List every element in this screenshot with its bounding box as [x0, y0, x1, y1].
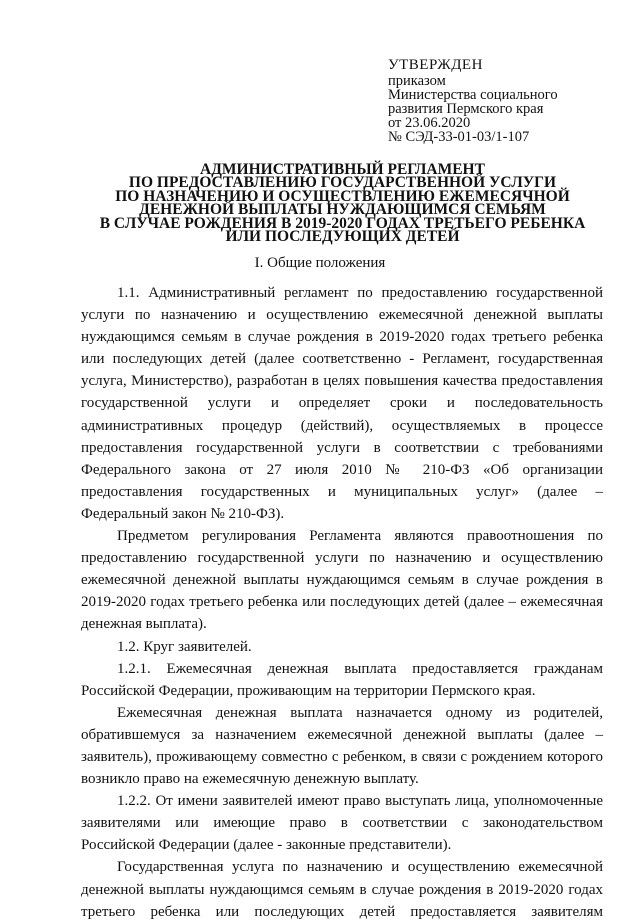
section-heading: I. Общие положения [254, 255, 386, 271]
approval-line: развития Пермского края [388, 101, 544, 117]
approval-line: № СЭД-33-01-03/1-107 [388, 129, 530, 145]
paragraph: 1.2.1. Ежемесячная денежная выплата предоставляется гражданам Российской Федерации, проживающим на территории Пермского края. [81, 660, 603, 699]
document-title [70, 161, 615, 246]
title-line: ИЛИ ПОСЛЕДУЮЩИХ ДЕТЕЙ [225, 228, 460, 246]
title-line: ПО ПРЕДОСТАВЛЕНИЮ ГОСУДАРСТВЕННОЙ УСЛУГИ [128, 174, 557, 192]
title-line: АДМИНИСТРАТИВНЫЙ РЕГЛАМЕНТ [200, 161, 485, 178]
paragraph: 1.2.2. От имени заявителей имеют право выступать лица, уполномоченные заявителями или имеющие право в соответствии с законодательством Российской Федерации (далее - законные представители). [81, 793, 603, 854]
title-line: ПО НАЗНАЧЕНИЮ И ОСУЩЕСТВЛЕНИЮ ЕЖЕМЕСЯЧНОЙ [115, 187, 570, 205]
approval-line: приказом [388, 73, 446, 89]
paragraph: 1.1. Административный регламент по предоставлению государственной услуги по назначению и осуществлению ежемесячной денежной выплаты нуждающимся семьям в случае рождения в 2019-2020 годах третьего ребенка или последующих детей (далее соответственно - Регламент, государственная услуга, Министерство), разработан в целях повышения качества предоставления государственной услуги и определяет сроки и последовательность административных процедур (действий), осуществляемых в процессе предоставления государственной услуги в соответствии с требованиями Федерального закона от 27 июля 2010 № 210-ФЗ «Об организации предоставления государственных и муниципальных услуг» (далее – Федеральный закон № 210-ФЗ). [81, 285, 603, 522]
title-line: ДЕНЕЖНОЙ ВЫПЛАТЫ НУЖДАЮЩИМСЯ СЕМЬЯМ [139, 201, 546, 219]
paragraph: Предметом регулирования Регламента являются правоотношения по предоставлению государственной услуги по назначению и осуществлению ежемесячной денежной выплаты нуждающимся семьям в случае рождения в 2019-2020 годах третьего ребенка или последующих детей (далее – ежемесячная денежная выплата). [81, 528, 603, 633]
approval-stamp [388, 58, 628, 144]
approval-line: от 23.06.2020 [388, 115, 471, 131]
paragraph: 1.2. Круг заявителей. [117, 638, 252, 655]
approval-line: Министерства социального [388, 87, 558, 103]
approval-heading: УТВЕРЖДЕН [388, 57, 483, 73]
paragraph: Ежемесячная денежная выплата назначается одному из родителей, обратившемуся за назначением ежемесячной денежной выплаты (далее – заявитель), проживающему совместно с ребенком, в связи с рождением которого возникло право на ежемесячную денежную выплату. [81, 704, 603, 788]
paragraph: Государственная услуга по назначению и осуществлению ежемесячной денежной выплаты нуждающимся семьям в случае рождения в 2019-2020 годах третьего ребенка или последующих детей предоставляется заявителям [81, 859, 603, 920]
body-text [81, 282, 603, 923]
title-line: В СЛУЧАЕ РОЖДЕНИЯ В 2019-2020 ГОДАХ ТРЕТЬЕГО РЕБЕНКА [99, 214, 586, 232]
